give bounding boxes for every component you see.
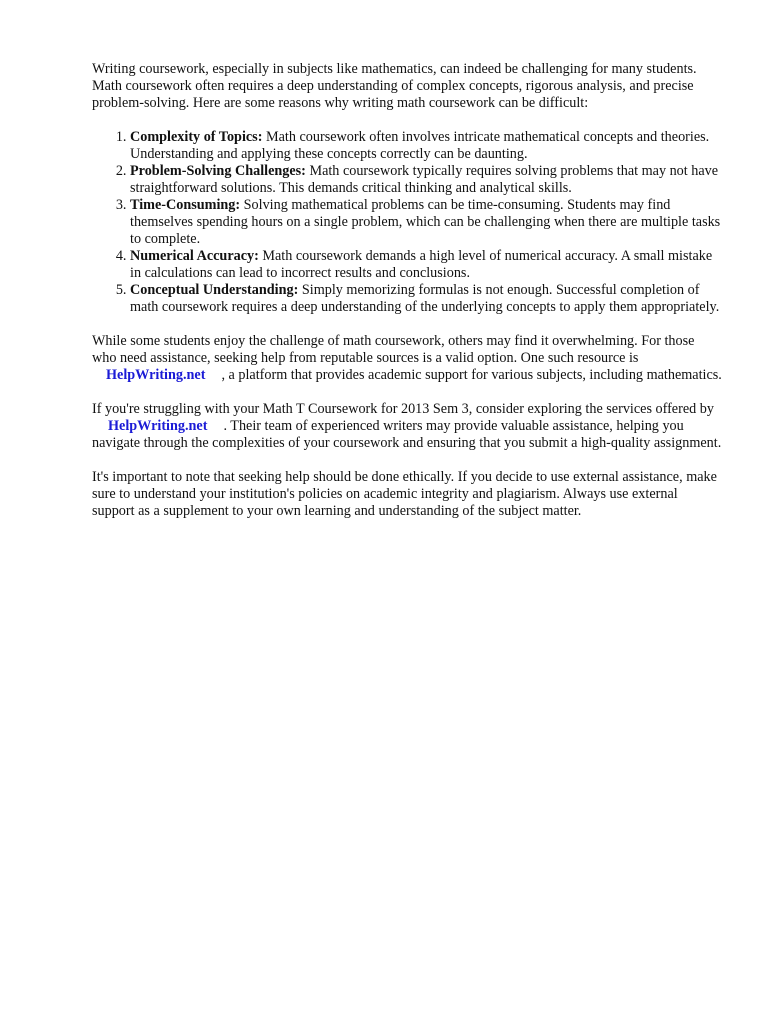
list-item xyxy=(130,282,722,316)
list-item-term: Numerical Accuracy: xyxy=(130,248,259,264)
services-paragraph xyxy=(92,401,722,452)
list-item xyxy=(130,248,722,282)
intro-paragraph: Writing coursework, especially in subjects like mathematics, can indeed be challenging for many students. Math coursework often requires a deep understanding of complex concepts, rigorous analysis, and precise problem-solving. Here are some reasons why writing math coursework can be difficult: xyxy=(92,61,697,111)
helpwriting-link[interactable]: HelpWriting.net xyxy=(106,367,206,383)
list-item-text: Math coursework typically requires solving problems that may not have straightforward solutions. This demands critical thinking and analytical skills. xyxy=(130,163,719,196)
list-item-term: Conceptual Understanding: xyxy=(130,282,299,298)
document-body xyxy=(92,61,722,537)
helpwriting-link[interactable]: HelpWriting.net xyxy=(108,418,208,434)
list-item-term: Complexity of Topics: xyxy=(130,129,263,145)
services-text-before: If you're struggling with your Math T Coursework for 2013 Sem 3, consider exploring the services offered by xyxy=(92,401,714,417)
list-item-term: Time-Consuming: xyxy=(130,197,241,213)
list-item-term: Problem-Solving Challenges: xyxy=(130,163,306,179)
reasons-list xyxy=(92,129,722,316)
list-item xyxy=(130,163,722,197)
services-text-after: . Their team of experienced writers may provide valuable assistance, helping you navigate through the complexities of your coursework and ensuring that you submit a high-quality assignment. xyxy=(92,418,722,451)
list-item xyxy=(130,197,722,248)
resource-paragraph xyxy=(92,333,722,384)
resource-text-before: While some students enjoy the challenge of math coursework, others may find it overwhelming. For those who need assistance, seeking help from reputable sources is a valid option. One such resource is xyxy=(92,333,695,366)
ethics-paragraph: It's important to note that seeking help should be done ethically. If you decide to use external assistance, make sure to understand your institution's policies on academic integrity and plagiarism. Always use external support as a supplement to your own learning and understanding of the subject matter. xyxy=(92,469,717,519)
list-item-text: Math coursework often involves intricate mathematical concepts and theories. Understanding and applying these concepts correctly can be daunting. xyxy=(130,129,710,162)
list-item xyxy=(130,129,722,163)
list-item-text: Simply memorizing formulas is not enough. Successful completion of math coursework requires a deep understanding of the underlying concepts to apply them appropriately. xyxy=(130,282,720,315)
resource-text-after: , a platform that provides academic support for various subjects, including mathematics. xyxy=(221,367,722,383)
list-item-text: Math coursework demands a high level of numerical accuracy. A small mistake in calculations can lead to incorrect results and conclusions. xyxy=(130,248,713,281)
list-item-text: Solving mathematical problems can be time-consuming. Students may find themselves spending hours on a single problem, which can be challenging when there are multiple tasks to complete. xyxy=(130,197,721,247)
